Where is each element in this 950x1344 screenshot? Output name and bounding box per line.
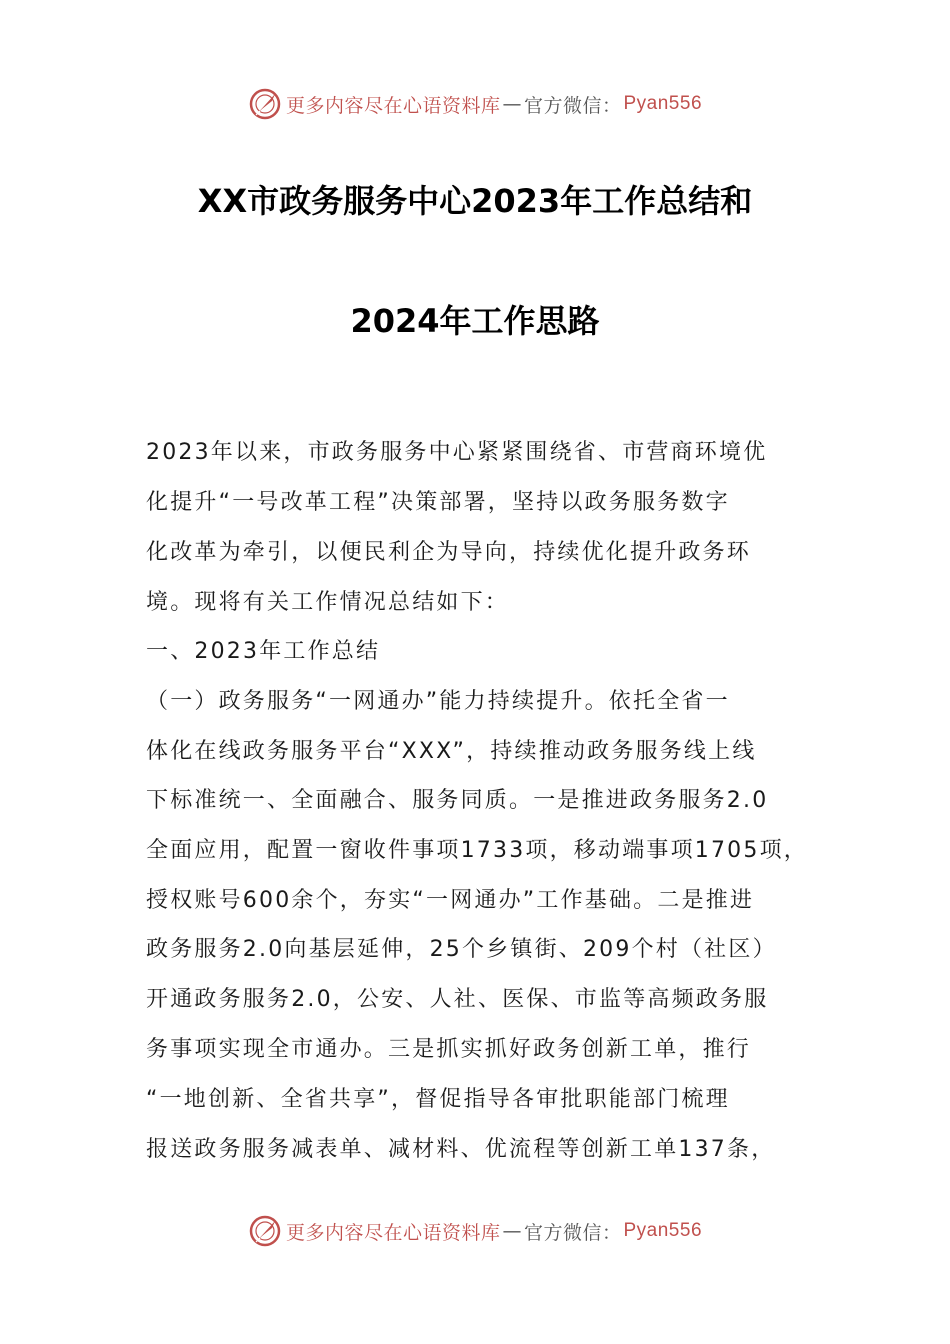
body-line: 化改革为牵引，以便民利企为导向，持续优化提升政务环 [146,540,752,565]
document-title-line-1: XX市政务服务中心2023年工作总结和 [197,182,753,220]
watermark-main-text: 更多内容尽在心语资料库 [285,1221,501,1244]
body-line: 下标准统一、全面融合、服务同质。一是推进政务服务2.0 [146,788,769,813]
body-line: （一）政务服务“一网通办”能力持续提升。依托全省一 [146,689,730,714]
quill-logo-icon [248,1214,282,1248]
quill-logo-icon [248,87,282,121]
watermark-main-text: 更多内容尽在心语资料库 [285,94,501,117]
watermark-header [0,84,950,124]
watermark-wechat-label: 官方微信： [523,1221,622,1244]
body-line: 化提升“一号改革工程”决策部署，坚持以政务服务数字 [146,490,730,515]
body-line: 务事项实现全市通办。三是抓实抓好政务创新工单，推行 [146,1037,752,1062]
watermark-wechat-id: Pyan556 [623,93,703,114]
watermark-footer [0,1211,950,1251]
body-line: 2023年以来，市政务服务中心紧紧围绕省、市营商环境优 [146,440,768,465]
body-line: 境。现将有关工作情况总结如下： [146,590,510,615]
body-line: 全面应用，配置一窗收件事项1733项，移动端事项1705项， [146,838,808,863]
watermark-separator: — [502,93,522,115]
section-heading: 一、2023年工作总结 [146,639,381,664]
watermark-wechat-label: 官方微信： [523,94,622,117]
watermark-wechat-id: Pyan556 [623,1220,703,1241]
document-title-line-2: 2024年工作思路 [350,302,600,340]
body-line: 开通政务服务2.0，公安、人社、医保、市监等高频政务服 [146,987,769,1012]
body-line: “一地创新、全省共享”，督促指导各审批职能部门梳理 [146,1087,730,1112]
body-line: 报送政务服务减表单、减材料、优流程等创新工单137条， [146,1137,776,1162]
body-line: 政务服务2.0向基层延伸，25个乡镇街、209个村（社区） [146,937,777,962]
watermark-separator: — [502,1220,522,1242]
body-line: 授权账号600余个，夯实“一网通办”工作基础。二是推进 [146,888,755,913]
body-line: 体化在线政务服务平台“XXX”，持续推动政务服务线上线 [146,739,757,764]
